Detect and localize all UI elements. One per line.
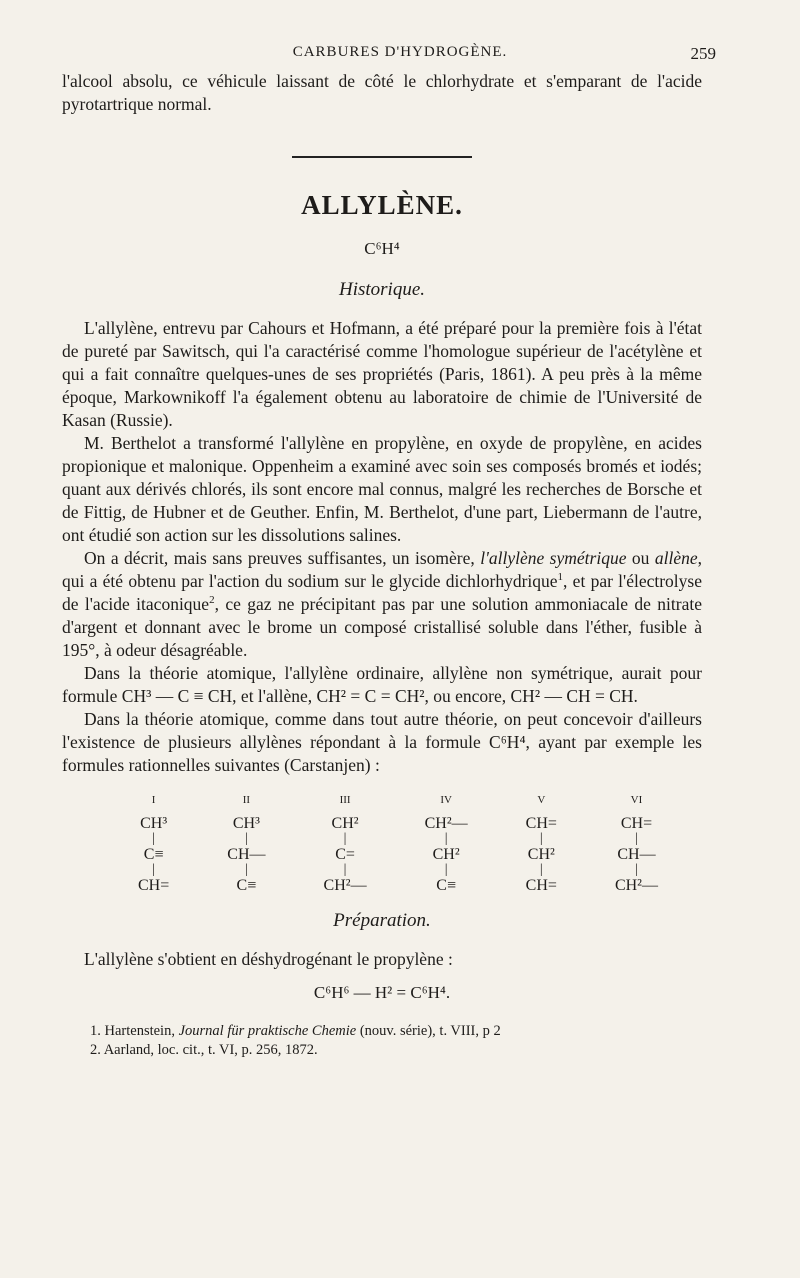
bond-line: | (244, 862, 248, 877)
bond-line: | (539, 862, 543, 877)
paragraph-atomic: Dans la théorie atomique, comme dans tout autre théorie, on peut concevoir d'ailleurs l'existence de plusieurs allylènes répondant à la formule C⁶H⁴, ayant par exemple les formules rationnelles suivantes (Carstanjen) : (62, 709, 702, 775)
isomer-formulas (62, 791, 702, 895)
isomer-group-bottom: CH= (138, 877, 170, 894)
isomer-group-middle: CH² (527, 846, 555, 863)
bond-line: | (635, 831, 638, 846)
paragraph-isomer (62, 547, 702, 662)
article-formula: C⁶H⁴ (364, 239, 400, 258)
preparation-equation: C⁶H⁶ — H² = C⁶H⁴. (313, 983, 451, 1002)
isomer-numeral: V (537, 794, 546, 806)
isomer-formula-3 (324, 791, 367, 895)
bond-line: | (539, 831, 543, 846)
isomer-text-2: ou (626, 548, 655, 568)
isomer-group-bottom: CH²— (614, 877, 658, 894)
bond-line: | (152, 862, 156, 877)
isomer-group-top: CH= (620, 815, 653, 832)
isomer-text-5: , ce gaz ne précipitant pas par une solution ammoniacale de nitrate d'argent et donnant avec le brome un composé cristallisé soluble dans l'éther, fusible à 195°, à odeur désagréable. (62, 594, 702, 660)
isomer-group-bottom: CH²— (323, 877, 367, 894)
isomer-group-middle: CH— (227, 846, 266, 863)
isomer-text-4: , et par l'électrolyse de l'acide itaconique (62, 571, 702, 614)
isomer-group-bottom: C≡ (436, 877, 456, 894)
bond-line: | (343, 862, 347, 877)
intro-paragraph: l'alcool absolu, ce véhicule laissant de côté le chlorhydrate et s'emparant de l'acide pyrotartrique normal. (62, 71, 702, 114)
isomer-group-top: CH³ (140, 815, 168, 832)
footnote-1 (90, 1022, 702, 1041)
isomer-group-bottom: C≡ (236, 877, 257, 894)
bond-line: | (343, 831, 347, 846)
isomer-group-top: CH= (525, 815, 557, 832)
isomer-numeral: VI (630, 794, 643, 806)
footnote-text-end: (nouv. série), t. VIII, p 2 (356, 1023, 501, 1039)
isomer-numeral: I (151, 794, 156, 806)
footnote-2 (90, 1041, 702, 1060)
isomer-italic-1: l'allylène symétrique (480, 548, 627, 568)
historique-heading: Historique. (338, 279, 426, 300)
paragraph-history: L'allylène, entrevu par Cahours et Hofmann, a été préparé pour la première fois à l'état de pureté par Sawitsch, qui l'a caractérisé comme l'homologue supérieur de l'acétylène et qui a fait connaître quelques-unes de ses propriétés (Paris, 1861). A peu près à la même époque, Markownikoff l'a également obtenu au laboratoire de chimie de l'Université de Kasan (Russie). (62, 318, 702, 430)
isomer-group-top: CH³ (232, 815, 260, 832)
isomer-text-3: , qui a été obtenu par l'action du sodium sur le glycide dichlorhydrique (62, 548, 703, 591)
page-content (62, 70, 702, 1060)
paragraph-berthelot: M. Berthelot a transformé l'allylène en propylène, en oxyde de propylène, en acides propionique et malonique. Oppenheim a examiné avec soin ses composés bromés et iodés; quant aux dérivés chlorés, ils sont encore mal connus, malgré les recherches de Borsche et de Fittig, de Hubner et de Geuther. Enfin, M. Berthelot, d'une part, Liebermann de l'autre, ont étudié son action sur les dissolutions salines. (62, 433, 702, 545)
isomer-numeral: IV (440, 794, 452, 806)
section-divider (292, 156, 472, 158)
isomer-formula-6 (615, 791, 658, 895)
isomer-group-bottom: CH= (525, 877, 557, 894)
isomer-group-middle: C= (335, 846, 355, 863)
bond-line: | (152, 831, 156, 846)
preparation-text: L'allylène s'obtient en déshydrogénant le propylène : (84, 949, 453, 969)
footnote-ref-2: 2 (209, 594, 215, 607)
isomer-group-top: CH²— (424, 815, 468, 832)
isomer-formula-1 (138, 791, 169, 895)
isomer-group-middle: CH— (617, 846, 656, 863)
bond-line: | (635, 862, 638, 877)
running-head: CARBURES D'HYDROGÈNE. (292, 44, 508, 60)
isomer-group-top: CH² (331, 815, 359, 832)
footnotes (90, 1022, 702, 1060)
footnote-ref-1: 1 (557, 571, 564, 584)
article-title: ALLYLÈNE. (301, 190, 463, 220)
isomer-numeral: III (339, 794, 351, 806)
page-number: 259 (690, 44, 716, 63)
footnote-number: 1. (90, 1023, 101, 1039)
isomer-group-middle: C≡ (143, 846, 164, 863)
bond-line: | (244, 831, 248, 846)
isomer-formula-4 (425, 791, 468, 895)
bond-line: | (444, 831, 448, 846)
footnote-text: Aarland, loc. cit., t. VI, p. 256, 1872. (103, 1042, 318, 1058)
footnote-text: Hartenstein, (104, 1023, 179, 1039)
isomer-formula-5 (526, 791, 557, 895)
paragraph-theory: Dans la théorie atomique, l'allylène ordinaire, allylène non symétrique, aurait pour formule CH³ — C ≡ CH, et l'allène, CH² = C = CH², ou encore, CH² — CH = CH. (62, 663, 702, 706)
isomer-italic-2: allène (654, 548, 698, 568)
isomer-text-1: On a décrit, mais sans preuves suffisantes, un isomère, (84, 548, 481, 568)
preparation-heading: Préparation. (333, 910, 431, 931)
isomer-numeral: II (242, 794, 251, 806)
isomer-group-middle: CH² (432, 846, 460, 863)
footnote-journal: Journal für praktische Chemie (178, 1023, 357, 1039)
bond-line: | (444, 862, 448, 877)
isomer-formula-2 (227, 791, 265, 895)
footnote-number: 2. (90, 1042, 101, 1058)
